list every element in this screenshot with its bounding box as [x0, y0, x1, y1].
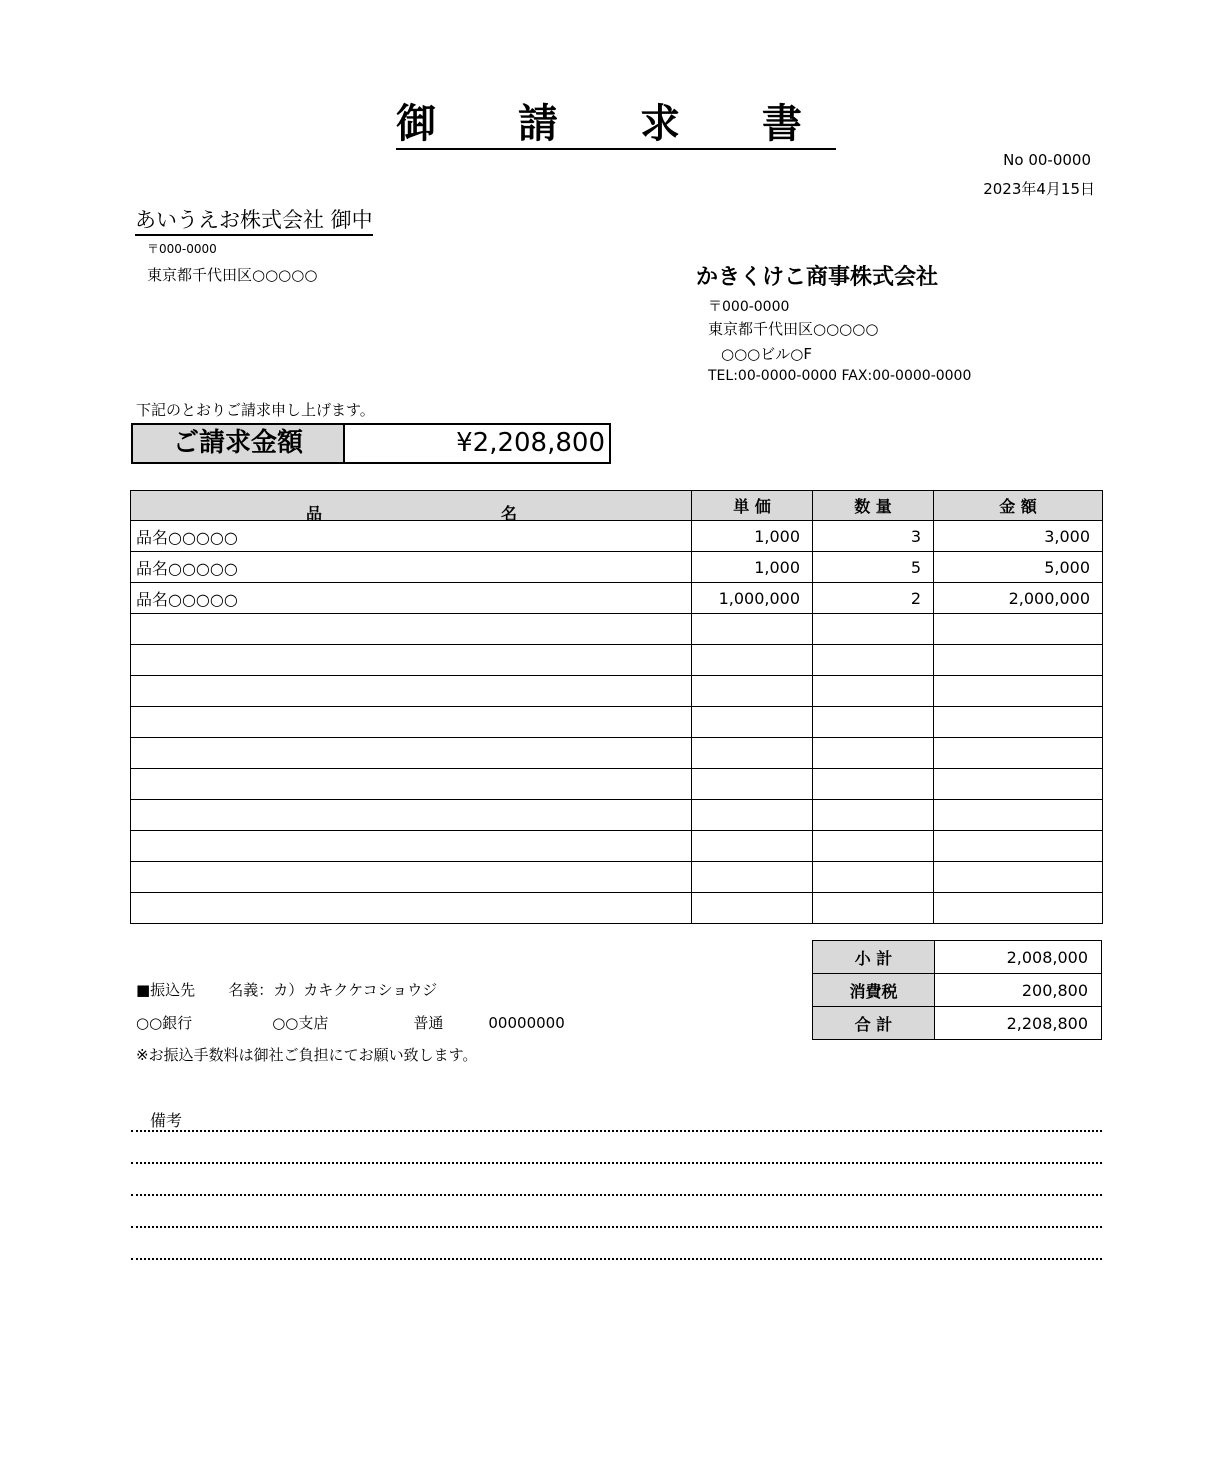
- item-name-cell: [131, 645, 692, 676]
- bank-account-name: 名義：カ）カキクケコショウジ: [228, 981, 438, 999]
- total-amount-label: ご請求金額: [133, 425, 345, 462]
- item-name-cell: [131, 893, 692, 924]
- item-name-cell: [131, 862, 692, 893]
- total-row: [813, 1007, 1102, 1040]
- amount-cell: [934, 831, 1103, 862]
- document-number: No 00-0000: [1003, 151, 1091, 169]
- header-item-name-left: 品: [306, 504, 323, 523]
- company-name: かきくけこ商事株式会社: [696, 265, 939, 290]
- item-name-cell: [131, 738, 692, 769]
- item-name-cell: [131, 769, 692, 800]
- bank-account-type: 普通: [413, 1014, 444, 1032]
- remarks-line: [131, 1226, 1102, 1228]
- unit-price-cell: [692, 738, 813, 769]
- remarks-line: [131, 1130, 1102, 1132]
- document-title: 御 請 求 書: [0, 100, 1208, 150]
- table-row: [131, 521, 1103, 552]
- client-address: 東京都千代田区○○○○○: [147, 266, 318, 284]
- unit-price-cell: 1,000: [692, 552, 813, 583]
- table-row: [131, 800, 1103, 831]
- bank-account-number: 00000000: [488, 1014, 565, 1032]
- amount-cell: [934, 707, 1103, 738]
- company-zip: 〒000-0000: [708, 299, 790, 315]
- subtotal-row: [813, 941, 1102, 974]
- quantity-cell: [813, 707, 934, 738]
- bank-name: ○○銀行: [136, 1014, 193, 1032]
- quantity-cell: [813, 676, 934, 707]
- unit-price-cell: [692, 769, 813, 800]
- tax-label: 消費税: [813, 974, 935, 1007]
- unit-price-cell: [692, 707, 813, 738]
- amount-cell: 3,000: [934, 521, 1103, 552]
- item-name-cell: [131, 676, 692, 707]
- quantity-cell: [813, 769, 934, 800]
- item-name-cell: [131, 831, 692, 862]
- unit-price-cell: [692, 676, 813, 707]
- amount-cell: [934, 738, 1103, 769]
- amount-cell: [934, 769, 1103, 800]
- table-row: [131, 645, 1103, 676]
- header-item-name: [131, 491, 692, 521]
- total-amount-box: [131, 423, 611, 464]
- table-row: [131, 552, 1103, 583]
- remarks-line: [131, 1194, 1102, 1196]
- items-table-header: [131, 491, 1103, 521]
- header-unit-price: 単 価: [692, 491, 813, 521]
- table-row: [131, 707, 1103, 738]
- quantity-cell: 5: [813, 552, 934, 583]
- tax-value: 200,800: [935, 974, 1102, 1007]
- table-row: [131, 738, 1103, 769]
- bank-heading-line: [136, 979, 437, 1000]
- quantity-cell: [813, 738, 934, 769]
- company-address-line1: 東京都千代田区○○○○○: [708, 320, 879, 338]
- client-zip: 〒000-0000: [147, 242, 217, 256]
- total-label: 合 計: [813, 1007, 935, 1040]
- item-name-cell: [131, 614, 692, 645]
- item-name-cell: 品名○○○○○: [131, 552, 692, 583]
- unit-price-cell: [692, 831, 813, 862]
- items-table: [130, 490, 1103, 924]
- unit-price-cell: [692, 862, 813, 893]
- amount-cell: [934, 614, 1103, 645]
- header-item-name-right: 名: [501, 504, 518, 523]
- total-value: 2,208,800: [935, 1007, 1102, 1040]
- totals-table: [812, 940, 1102, 1040]
- quantity-cell: [813, 800, 934, 831]
- tax-row: [813, 974, 1102, 1007]
- remarks-line: [131, 1162, 1102, 1164]
- quantity-cell: 3: [813, 521, 934, 552]
- amount-cell: 2,000,000: [934, 583, 1103, 614]
- client-name: あいうえお株式会社 御中: [135, 207, 373, 236]
- item-name-cell: 品名○○○○○: [131, 583, 692, 614]
- quantity-cell: [813, 614, 934, 645]
- bank-fee-note: ※お振込手数料は御社ご負担にてお願い致します。: [136, 1046, 478, 1064]
- unit-price-cell: [692, 893, 813, 924]
- company-tel-fax: TEL:00-0000-0000 FAX:00-0000-0000: [708, 368, 972, 384]
- header-quantity: 数 量: [813, 491, 934, 521]
- table-row: [131, 583, 1103, 614]
- bank-details-line: [136, 1012, 565, 1033]
- bank-branch: ○○支店: [272, 1014, 329, 1032]
- table-row: [131, 676, 1103, 707]
- unit-price-cell: [692, 614, 813, 645]
- item-name-cell: 品名○○○○○: [131, 521, 692, 552]
- unit-price-cell: 1,000: [692, 521, 813, 552]
- unit-price-cell: [692, 645, 813, 676]
- amount-cell: 5,000: [934, 552, 1103, 583]
- issue-date: 2023年4月15日: [983, 180, 1095, 198]
- subtotal-label: 小 計: [813, 941, 935, 974]
- quantity-cell: [813, 862, 934, 893]
- table-row: [131, 831, 1103, 862]
- table-row: [131, 614, 1103, 645]
- amount-cell: [934, 893, 1103, 924]
- header-amount: 金 額: [934, 491, 1103, 521]
- remarks-line: [131, 1258, 1102, 1260]
- quantity-cell: [813, 893, 934, 924]
- quantity-cell: [813, 645, 934, 676]
- subtotal-value: 2,008,000: [935, 941, 1102, 974]
- company-address-line2: ○○○ビル○F: [721, 345, 812, 363]
- quantity-cell: 2: [813, 583, 934, 614]
- bank-heading: ■振込先: [136, 981, 196, 999]
- amount-cell: [934, 645, 1103, 676]
- table-row: [131, 862, 1103, 893]
- total-amount-value: ¥2,208,800: [456, 428, 605, 458]
- unit-price-cell: [692, 800, 813, 831]
- table-row: [131, 769, 1103, 800]
- intro-text: 下記のとおりご請求申し上げます。: [136, 401, 375, 419]
- remarks-label: 備考: [150, 1111, 183, 1130]
- amount-cell: [934, 862, 1103, 893]
- table-row: [131, 893, 1103, 924]
- item-name-cell: [131, 707, 692, 738]
- quantity-cell: [813, 831, 934, 862]
- unit-price-cell: 1,000,000: [692, 583, 813, 614]
- amount-cell: [934, 676, 1103, 707]
- item-name-cell: [131, 800, 692, 831]
- amount-cell: [934, 800, 1103, 831]
